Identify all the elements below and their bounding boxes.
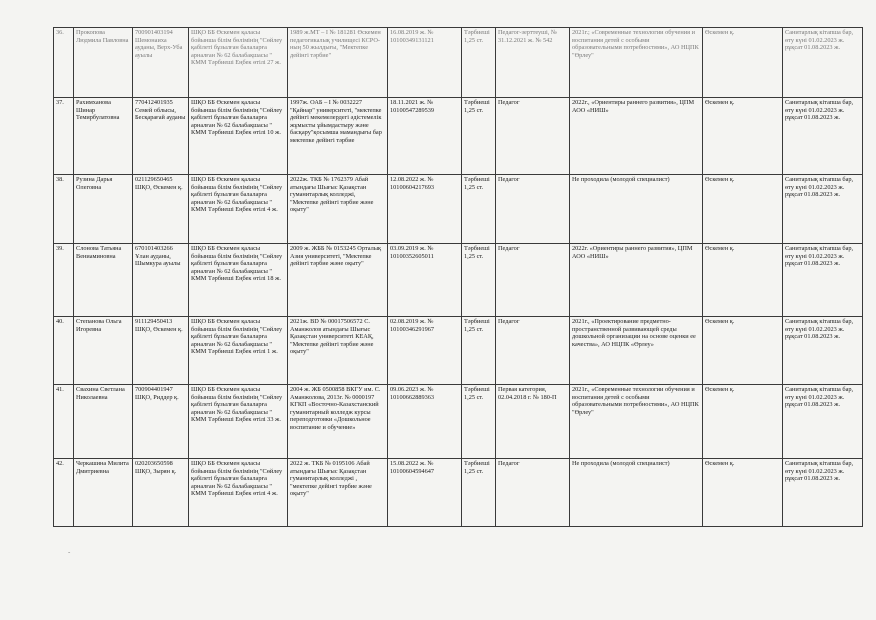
workplace: ШҚО ББ Өскемен қаласы бойынша білім бөлімінің "Сөйлеу қабілеті бұзылған балаларға арналған № 62 балабақшасы " КММ Тәрбиеші Еңбек өтілі 1 ж. <box>189 317 288 385</box>
row-number: 40. <box>54 317 74 385</box>
full-name: Рузина Дарья Олеговна <box>74 175 133 244</box>
iin-address: 911129450413 ШҚО, Өскемен қ. <box>133 317 189 385</box>
courses: 2021г.; «Современные технологии обучения и воспитания детей с особыми образовательными потребностями», АО НЦПК "Өрлеу" <box>570 28 703 98</box>
row-number: 38. <box>54 175 74 244</box>
category: Педагог <box>496 459 570 527</box>
city: Өскемен қ. <box>703 385 783 459</box>
workplace: ШҚО ББ Өскемен қаласы бойынша білім бөлімінің "Сөйлеу қабілеті бұзылған балаларға арналған № 62 балабақшасы " КММ Тәрбиеші Еңбек өтілі 18 ж. <box>189 244 288 317</box>
medical-book: Санитарлық кітапша бар, өту күні 01.02.2023 ж. рұқсат 01.08.2023 ж. <box>783 28 863 98</box>
education: 2009 ж. ЖББ № 0153245 Орталық Азия университеті, "Мектепке дейінгі тәрбие және оқыту" <box>288 244 388 317</box>
staff-table <box>53 27 863 527</box>
medical-book: Санитарлық кітапша бар, өту күні 01.02.2023 ж. рұқсат 01.08.2023 ж. <box>783 459 863 527</box>
contract: 03.09.2019 ж. № 10100352605011 <box>388 244 462 317</box>
medical-book: Санитарлық кітапша бар, өту күні 01.02.2023 ж. рұқсат 01.08.2023 ж. <box>783 175 863 244</box>
workplace: ШҚО ББ Өскемен қаласы бойынша білім бөлімінің "Сөйлеу қабілеті бұзылған балаларға арналған № 62 балабақшасы " КММ Тәрбиеші Еңбек өтілі 4 ж. <box>189 175 288 244</box>
full-name: Черкашина Милита Дмитриевна <box>74 459 133 527</box>
row-number: 42. <box>54 459 74 527</box>
city: Өскемен қ. <box>703 317 783 385</box>
education: 1997ж. ОАБ – І № 0032227 "Қайнар" университеті, "мектепке дейінгі мекемелердегі әдістемелік жұмысты ұйымдастыру және басқару"қосымша мамандығы бар мектепке дейінгі тәрбие <box>288 98 388 175</box>
position: Тәрбиеші 1,25 ст. <box>462 98 496 175</box>
full-name: Рахимханова Шинар Темирбулатовна <box>74 98 133 175</box>
contract: 12.08.2022 ж. № 10100604217693 <box>388 175 462 244</box>
table-row <box>54 28 863 98</box>
full-name: Свахина Светлана Николаевна <box>74 385 133 459</box>
iin-address: 021129650465 ШҚО, Өскемен қ. <box>133 175 189 244</box>
courses: 2021г., «Проектирование предметно-пространственной развивающей среды дошкольной организации на основе оценки ее качества», АО НЦПК «Өрлеу» <box>570 317 703 385</box>
full-name: Прокопова Людмила Павловна <box>74 28 133 98</box>
workplace: ШҚО ББ Өскемен қаласы бойынша білім бөлімінің "Сөйлеу қабілеті бұзылған балаларға арналған № 62 балабақшасы " КММ Тәрбиеші Еңбек өтілі 10 ж. <box>189 98 288 175</box>
education: 1989 ж.МТ – І № 181281 Өскемен педагогикалық училищесі КСРО-ның 50 жылдығы, "Мектепке дейінгі тәрбие" <box>288 28 388 98</box>
table-row <box>54 175 863 244</box>
iin-address: 770412401935 Семей облысы, Бесқарағай ауданы <box>133 98 189 175</box>
courses: Не проходила (молодой специалист) <box>570 175 703 244</box>
row-number: 36. <box>54 28 74 98</box>
footer-mark: - <box>68 548 71 556</box>
education: 2021ж. ВD № 00017506572 С. Аманжолов атындағы Шығыс Қазақстан университеті КЕАҚ, "Мектепке дейінгі тәрбие және оқыту" <box>288 317 388 385</box>
position: Тәрбиеші 1,25 ст. <box>462 317 496 385</box>
table-row <box>54 385 863 459</box>
city: Өскемен қ. <box>703 175 783 244</box>
iin-address: 020203650598 ШҚО, Зырян қ. <box>133 459 189 527</box>
education: 2022 ж. ТКБ № 0195106 Абай атындағы Шығыс Қазақстан гуманитарлық колледжі , "мектепке дейінгі тәрбие және оқыту" <box>288 459 388 527</box>
workplace: ШҚО ББ Өскемен қаласы бойынша білім бөлімінің "Сөйлеу қабілеті бұзылған балаларға арналған № 62 балабақшасы " КММ Тәрбиеші Еңбек өтілі 33 ж. <box>189 385 288 459</box>
iin-address: 670101403266 Ұлан ауданы, Шымкура ауылы <box>133 244 189 317</box>
category: Педагог-зерттеуші, № 31.12.2021 ж. № 542 <box>496 28 570 98</box>
position: Тәрбиеші 1,25 ст. <box>462 459 496 527</box>
table-row <box>54 459 863 527</box>
city: Өскемен қ. <box>703 28 783 98</box>
workplace: ШҚО ББ Өскемен қаласы бойынша білім бөлімінің "Сөйлеу қабілеті бұзылған балаларға арналған № 62 балабақшасы " КММ Тәрбиеші Еңбек өтілі 27 ж. <box>189 28 288 98</box>
category: Педагог <box>496 98 570 175</box>
education: 2004 ж. ЖБ 0500858 ВКГУ им. С. Аманжолова, 2013г. № 0000197 КГКП «Восточно-Казахстанский гуманитарный колледж курсы переподготовки «Дошкольное воспитание и обучение» <box>288 385 388 459</box>
iin-address: 700904401947 ШҚО, Риддер қ. <box>133 385 189 459</box>
courses: Не проходила (молодой специалист) <box>570 459 703 527</box>
education: 2022ж. ТКБ № 1762379 Абай атындағы Шығыс Қазақстан гуманитарлық колледжі, "Мектепке дейінгі тәрбие және оқыту" <box>288 175 388 244</box>
category: Педагог <box>496 175 570 244</box>
table-row <box>54 98 863 175</box>
full-name: Степанова Ольга Игоревна <box>74 317 133 385</box>
contract: 02.08.2019 ж. № 10100346291967 <box>388 317 462 385</box>
medical-book: Санитарлық кітапша бар, өту күні 01.02.2023 ж. рұқсат 01.08.2023 ж. <box>783 385 863 459</box>
table-row <box>54 317 863 385</box>
contract: 18.11.2021 ж. № 10100547289539 <box>388 98 462 175</box>
city: Өскемен қ. <box>703 459 783 527</box>
contract: 09.06.2023 ж. № 10100662889363 <box>388 385 462 459</box>
position: Тәрбиеші 1,25 ст. <box>462 175 496 244</box>
category: Педагог <box>496 244 570 317</box>
contract: 16.08.2019 ж. № 10100349131121 <box>388 28 462 98</box>
position: Тәрбиеші 1,25 ст. <box>462 385 496 459</box>
row-number: 41. <box>54 385 74 459</box>
table-row <box>54 244 863 317</box>
full-name: Слонова Татьяна Вениаминовна <box>74 244 133 317</box>
category: Первая категория, 02.04.2018 г. № 180-П <box>496 385 570 459</box>
courses: 2021г., «Современные технологии обучения и воспитания детей с особыми образовательными потребностями», АО НЦПК "Өрлеу" <box>570 385 703 459</box>
city: Өскемен қ. <box>703 98 783 175</box>
position: Тәрбиеші 1,25 ст. <box>462 244 496 317</box>
medical-book: Санитарлық кітапша бар, өту күні 01.02.2023 ж. рұқсат 01.08.2023 ж. <box>783 244 863 317</box>
contract: 15.08.2022 ж. № 10100604594647 <box>388 459 462 527</box>
row-number: 37. <box>54 98 74 175</box>
medical-book: Санитарлық кітапша бар, өту күні 01.02.2023 ж. рұқсат 01.08.2023 ж. <box>783 317 863 385</box>
row-number: 39. <box>54 244 74 317</box>
workplace: ШҚО ББ Өскемен қаласы бойынша білім бөлімінің "Сөйлеу қабілеті бұзылған балаларға арналған № 62 балабақшасы " КММ Тәрбиеші Еңбек өтілі 4 ж. <box>189 459 288 527</box>
position: Тәрбиеші 1,25 ст. <box>462 28 496 98</box>
courses: 2022г., «Ориентиры раннего развития», ЦПМ АОО «НИШ» <box>570 98 703 175</box>
iin-address: 700901403194 Шемонаиха ауданы, Верх-Уба ауылы <box>133 28 189 98</box>
medical-book: Санитарлық кітапша бар, өту күні 01.02.2023 ж. рұқсат 01.08.2023 ж. <box>783 98 863 175</box>
city: Өскемен қ. <box>703 244 783 317</box>
courses: 2022г. «Ориентиры раннего развития», ЦПМ АОО «НИШ» <box>570 244 703 317</box>
category: Педагог <box>496 317 570 385</box>
